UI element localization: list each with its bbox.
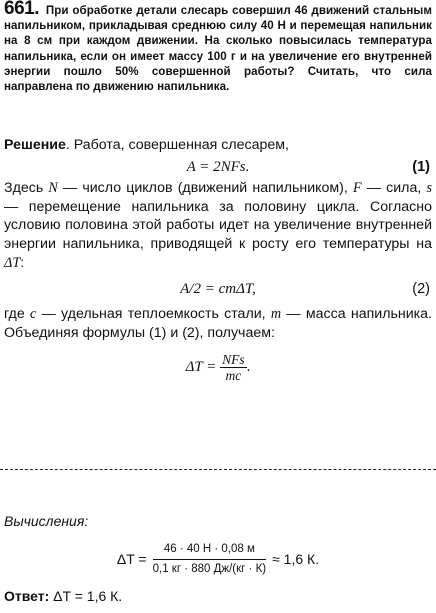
answer [4,588,122,604]
solution-intro-text: . Работа, совершенная слесарем, [65,137,289,153]
calculation-result: ≈ 1,6 К. [272,551,320,567]
formula-2-number: (2) [412,280,430,297]
text-run: Здесь [4,179,49,196]
problem-statement [4,1,432,94]
calculation-fraction [153,541,267,577]
symbol-N: N [48,179,58,196]
text-run: : [20,254,25,271]
text-run: — число циклов (движений напильником), [57,179,353,196]
solution-section [4,136,432,383]
calculation [0,541,436,577]
problem-number: 661. [4,0,39,19]
calculation-denominator: 0,1 кг · 880 Дж/(кг · К) [152,563,267,575]
formula-1 [4,155,432,179]
answer-label: Ответ: [4,588,50,604]
formula-1-expression: A = 2NFs. [186,158,250,175]
calculation-label: Вычисления: [4,513,89,529]
text-run: — сила, [361,179,427,196]
answer-text: ΔT = 1,6 К. [49,588,123,604]
formula-3-fraction [220,352,247,383]
solution-paragraph-2 [4,179,432,273]
text-run: — удельная теплоемкость стали, [36,305,271,322]
formula-2 [4,277,432,301]
formula-1-number: (1) [412,158,430,175]
text-run: — масса напильника. Объединяя формулы (1) и (2), получаем: [4,305,432,341]
text-run: где [4,305,30,322]
symbol-s: s [426,179,432,196]
symbol-c: c [29,305,37,322]
solution-paragraph-3 [4,305,432,343]
formula-3-end: . [246,359,251,376]
solution-label: Решение [4,137,66,153]
text-run: — перемещение напильника за половину цикла. Согласно условию половина этой работы идет на увеличение внутренней энергии напильника, приводящей к росту его температуры на [4,198,432,253]
formula-3-numerator: NFs [222,352,245,368]
calculation-numerator: 46 · 40 Н · 0,08 м [153,541,267,560]
symbol-delta-T: ΔT [4,254,21,271]
dashed-divider [0,469,436,470]
solution-intro [4,136,432,155]
symbol-m: m [270,305,282,322]
formula-3 [4,352,432,383]
formula-3-lhs: ΔT = [185,359,221,376]
calculation-lhs: ΔT = [116,551,147,567]
formula-3-denominator: mc [225,368,242,384]
problem-text: При обработке детали слесарь совершил 46 движений стальным напильником, прикладывая среднюю силу 40 Н и перемещая напильник на 8 см при каждом движении. На сколько повысилась температура напильника, если он имеет массу 100 г и на увеличение его внутренней энергии пошло 50% совершенной работы? Считать, что сила направлена по движению напильника. [4,4,432,94]
formula-2-expression: A/2 = cmΔT, [180,280,256,297]
symbol-F: F [352,179,362,196]
